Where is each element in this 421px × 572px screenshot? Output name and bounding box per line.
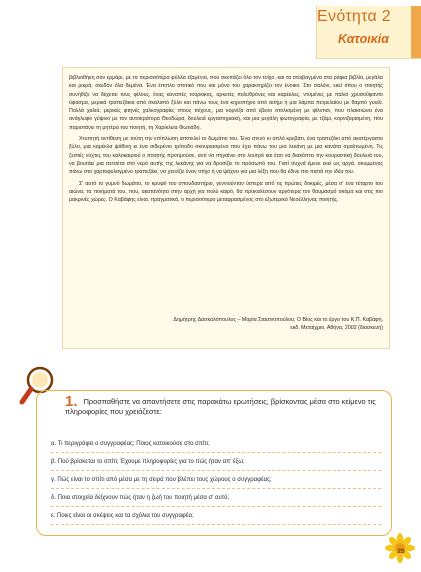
exercise-panel [36, 390, 392, 536]
exercise-instruction: Προσπαθήστε να απαντήσετε στις παρακάτω ερωτήσεις, βρίσκοντας μέσα στο κείμενο τις πληροφορίες που χρειάζεστε: [65, 397, 376, 416]
question-item: δ. Ποια στοιχεία δείχνουν πώς ήταν η ζωή του ποιητή μέσα σ' αυτό; [51, 489, 381, 507]
header-accent-bar [411, 6, 421, 58]
page-header [0, 0, 421, 58]
text-paragraph: Χτυπητή αντίθεση με τούτη την επίπλωση αποτελεί το δωμάτιο του. Ένα στενό κι απλό κρεβάτι, ένα τραπεζάκι από ακατέργαστο ξύλο, μια καρέκλα ψάθινη κι ένα σιδερένιο τρίποδο σκουριασμένο που έχει πάνω του μια λεκάνη με μια κανάτα σμαλτωμένη. Τις ζεστές νύχτες του καλοκαιριού ο ποιητής προτιμούσε, αντί να πηγαίνει στο λουτρό και έτσι να διακόπτει την κουραστική δουλειά του, να βουτάει μια πετσέτα στο νερό αυτής της λεκάνης για να δροσίζει το πρόσωπό του. Γιατί συχνά έμενε εκεί ως αργά, σκυμμένος πάνω στο χαρτοφυλαγμένο τραπεζάκι, να χτενίζει έναν στίχο ή να ψάχνει για μια λέξη που θα έδινε πιο πιστά την ιδέα του. [69, 136, 383, 176]
question-item: ε. Ποιες είναι οι σκέψεις και τα σχόλια του συγγραφέα; [51, 507, 381, 525]
question-item: γ. Πώς είναι το σπίτι από μέσα με τη σειρά που βλέπει τους χώρους ο συγγραφέας; [51, 471, 381, 489]
reading-text-box [62, 67, 390, 349]
source-citation [69, 316, 383, 332]
unit-title: Ενότητα 2 [317, 8, 391, 25]
exercise-header [65, 393, 381, 417]
question-list [51, 435, 381, 525]
exercise-number: 1. [65, 393, 78, 410]
text-paragraph: βιβλιοθήκη σαν ερμάρι, με τα περισσότερα φύλλα τζαμένια, που σκεπάζει όλο τον τοίχο, και τα στοιβαγμένα στα ράφια βιβλία, μεγάλα και μικρά, σκεδόν όλα δεμένα. Ένα έπιπλο σπιτικό που και μόνο του χαρακτηρίζει τον ένοικο. Στο σαλόνι, εκεί όπου ο ποιητής συνήθιζε να δέχεται τους φίλους, ένας καναπές τούρκικος, αρκετές πολυθρόνες και καρέκλες, ντυμένες με παλιό χρυσοΰφαντο ύφασμα, μερικά τραπεζάκια από σκαλιστό ξύλο και πάνω τους ένα κηροπήγιο από ασήμι ή μια λάμπα πετρελαίου με θαμπό γυαλί. Πολλά χαλιά, μερικές φτηνές χαλκογραφίες στους τοίχους, μια κορνίζα από έβενο στολισμένη με φίλντισι, που πλαισιώνει ένα ανάγλυφο γύψινο με τον αυτοκράτορα Θεοδώρα, δουλειά εργαστηριακή, και μια μεγάλη φωτογραφία, με τζάμι, κορνιζαρισμένη, που παριστάνει τη μητέρα του ποιητή, τη Χαρίκλεια Φωτιάδη. [69, 75, 383, 131]
unit-subtitle: Κατοικία [337, 32, 389, 46]
question-item: β. Πού βρίσκεται το σπίτι; Έχουμε πληροφορίες για το πώς ήταν απ' έξω; [51, 453, 381, 471]
page-number: 25 [397, 548, 405, 555]
source-line-2: εκδ. Μεταίχμιο, Αθήνα, 2002 (διασκευή) [290, 325, 383, 331]
source-line-1: Δημήτρης Δασκαλόπουλος – Μαρία Στασινοπούλου, Ο Βίος και το έργο του Κ.Π. Καβάφη, [173, 317, 383, 323]
question-item: α. Τι περιγράφει ο συγγραφέας; Ποιος κατοικούσε στο σπίτι; [51, 435, 381, 453]
text-paragraph: Σ' αυτό το γυμνό δωμάτιο, το κρυφό του σπουδαστήριο, γεννιούνταν ύστερα από τις πρώτες δοκιμές, μέσα σ' ένα τέταρτο του αιώνα, τα ποιήματά του, που, ακατανόητα στην αρχή για πολύ καιρό, θα προκαλέσουν αργότερα τον θαυμασμό σκόμα και στις πιο μακρινές χώρες. Ο Καβάφης είναι, πραγματικά, ο περισσότερο μεταφρασμένος στο εξωτερικό Νεοέλληνας ποιητής. [69, 180, 383, 204]
